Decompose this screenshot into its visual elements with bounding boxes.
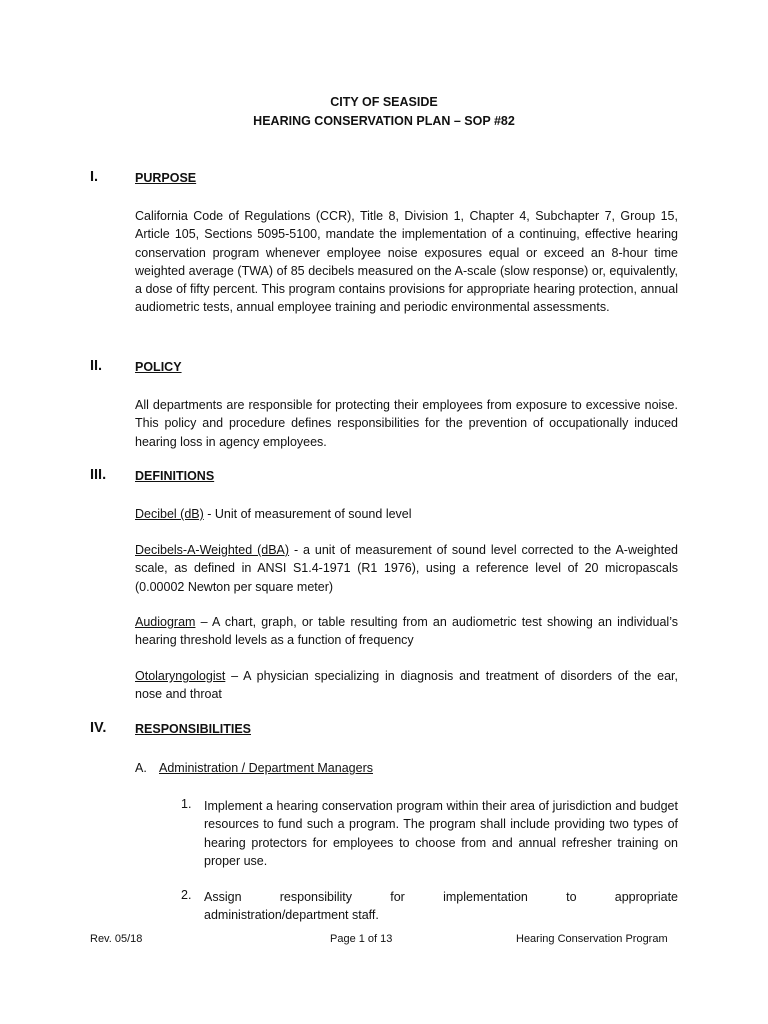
definition-term: Audiogram	[135, 615, 196, 629]
section-heading-policy: POLICY	[135, 360, 182, 374]
list-item-number: 1.	[181, 797, 192, 811]
section-numeral-definitions: III.	[90, 467, 107, 483]
footer-revision: Rev. 05/18	[90, 933, 143, 945]
definition-audiogram	[135, 613, 678, 650]
list-item-number: 2.	[181, 888, 192, 902]
city-title: CITY OF SEASIDE	[330, 95, 438, 109]
section-heading-responsibilities: RESPONSIBILITIES	[135, 722, 251, 736]
list-item-text-line2: administration/department staff.	[204, 908, 379, 922]
section-numeral-responsibilities: IV.	[90, 720, 107, 736]
list-item-text-line1: Assign responsibility for implementation to appropriate	[204, 890, 678, 904]
section-numeral-purpose: I.	[90, 169, 99, 185]
definition-dba	[135, 541, 678, 596]
definition-text: - a unit of measurement of sound level corrected to the A-weighted scale, as defined in ANSI S1.4-1971 (R1 1976), using a reference level of 20 micropascals (0.00002 Newton per square meter)	[135, 543, 678, 594]
definition-decibel	[135, 505, 678, 523]
definition-term: Otolaryngologist	[135, 669, 226, 683]
section-heading-purpose: PURPOSE	[135, 171, 197, 185]
footer-program-name: Hearing Conservation Program	[516, 933, 668, 945]
subsection-letter: A.	[135, 761, 147, 775]
definition-text: – A chart, graph, or table resulting from an audiometric test showing an individual’s hearing threshold levels as a function of frequency	[135, 615, 678, 648]
list-item-text: Implement a hearing conservation program within their area of jurisdiction and budget resources to fund such a program. The program shall include providing two types of hearing protectors for employees to choose from and annual refresher training on proper use.	[204, 799, 678, 868]
policy-paragraph: All departments are responsible for protecting their employees from exposure to excessive noise. This policy and procedure defines responsibilities for the prevention of occupationally induced hearing loss in agency employees.	[135, 398, 678, 449]
footer-page-number: Page 1 of 13	[330, 933, 393, 945]
purpose-paragraph: California Code of Regulations (CCR), Title 8, Division 1, Chapter 4, Subchapter 7, Group 15, Article 105, Sections 5095-5100, mandate the implementation of a continuing, effective hearing conservation program whenever employee noise exposures equal or exceed an 8-hour time weighted average (TWA) of 85 decibels measured on the A-scale (slow response) or, equivalently, a dose of fifty percent. This program contains provisions for appropriate hearing protection, annual audiometric tests, annual employee training and periodic environmental assessments.	[135, 209, 678, 315]
section-heading-definitions: DEFINITIONS	[135, 469, 215, 483]
definition-text: - Unit of measurement of sound level	[203, 507, 412, 521]
definition-text: – A physician specializing in diagnosis and treatment of disorders of the ear, nose and throat	[135, 669, 678, 702]
plan-title: HEARING CONSERVATION PLAN – SOP #82	[253, 114, 515, 128]
section-numeral-policy: II.	[90, 358, 103, 374]
definition-term: Decibel (dB)	[135, 507, 204, 521]
definition-otolaryngologist	[135, 667, 678, 704]
subsection-title: Administration / Department Managers	[159, 761, 373, 775]
definition-term: Decibels-A-Weighted (dBA)	[135, 543, 290, 557]
